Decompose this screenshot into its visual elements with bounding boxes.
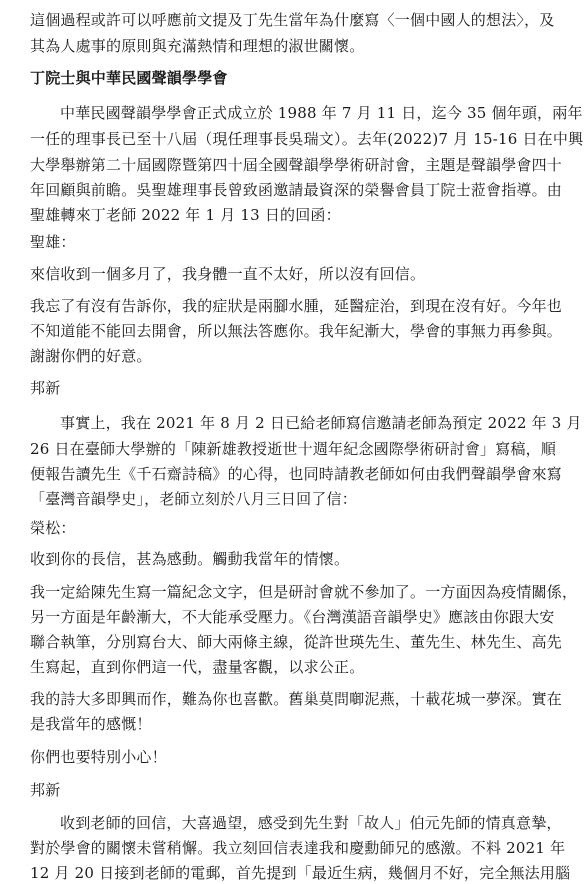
letter2-p3-line-1: 我的詩大多即興而作，難為你也喜歡。舊巢莫問啣泥燕，十載花城一夢深。實在 xyxy=(30,690,563,708)
para3-line-1: 收到老師的回信，大喜過望，感受到先生對「故人」伯元先師的情真意摯， xyxy=(60,814,562,832)
para2-line-1: 事實上，我在 2021 年 8 月 2 日已給老師寫信邀請老師為預定 2022 年 3 月 xyxy=(60,414,582,432)
para3-line-2: 對於學會的關懷未嘗稍懈。我立刻回信表達我和慶勳師兄的感激。不料 2021 年 xyxy=(30,839,566,857)
para1-line-3: 大學舉辦第二十屆國際暨第四十屆全國聲韻學學術研討會，主題是聲韻學會四十 xyxy=(30,156,563,174)
letter2-p2-line-4: 生寫起，直到你們這一代，盡量客觀，以求公正。 xyxy=(30,658,365,676)
letter2-paragraph-1: 收到你的長信，甚為感動。觸動我當年的情懷。 xyxy=(30,550,350,568)
signature-2: 邦新 xyxy=(30,781,61,799)
letter1-p2-line-1: 我忘了有沒有告訴你，我的症狀是兩腳水腫，延醫症治，到現在沒有好。今年也 xyxy=(30,297,563,315)
para2-line-2: 26 日在臺師大學辦的「陳新雄教授逝世十週年紀念國際學術研討會」寫稿，順 xyxy=(30,440,557,458)
intro-line-2: 其為人處事的原則與充滿熱情和理想的淑世關懷。 xyxy=(30,37,365,55)
letter1-p2-line-3: 謝謝你們的好意。 xyxy=(30,347,152,365)
section-heading: 丁院士與中華民國聲韻學學會 xyxy=(30,69,228,87)
intro-line-1: 這個過程或許可以呼應前文提及丁先生當年為什麼寫〈一個中國人的想法〉，及 xyxy=(30,11,555,29)
letter2-p2-line-1: 我一定給陳先生寫一篇紀念文字，但是研討會就不參加了。一方面因為疫情關係， xyxy=(30,583,578,601)
para1-line-2: 一任的理事長已至十八屆（現任理事長吳瑞文）。去年(2022)7 月 15-16 日在中興 xyxy=(30,130,584,148)
salutation-2: 榮松： xyxy=(30,519,76,537)
para1-line-1: 中華民國聲韻學學會正式成立於 1988 年 7 月 11 日，迄今 35 個年頭，兩年 xyxy=(60,104,583,122)
para2-line-3: 便報告讀先生《千石齋詩稿》的心得，也同時請教老師如何由我們聲韻學會來寫 xyxy=(30,465,563,483)
letter2-p2-line-2: 另一方面是年齡漸大，不大能承受壓力。《台灣漢語音韻學史》應該由你跟大安 xyxy=(30,608,555,626)
letter2-p3-line-2: 是我當年的感慨！ xyxy=(30,715,152,733)
letter1-p2-line-2: 不知道能不能回去開會，所以無法答應你。我年紀漸大，學會的事無力再參與。 xyxy=(30,322,563,340)
salutation-1: 聖雄： xyxy=(30,233,76,251)
letter1-paragraph-1: 來信收到一個多月了，我身體一直不太好，所以沒有回信。 xyxy=(30,265,426,283)
letter2-paragraph-4: 你們也要特別小心！ xyxy=(30,748,167,766)
para2-line-4: 「臺灣音韻學史」，老師立刻於八月三日回了信： xyxy=(30,490,357,508)
para1-line-5: 聖雄轉來丁老師 2022 年 1 月 13 日的回函： xyxy=(30,206,341,224)
para1-line-4: 年回顧與前瞻。吳聖雄理事長曾致函邀請最資深的榮譽會員丁院士蒞會指導。由 xyxy=(30,181,563,199)
signature-1: 邦新 xyxy=(30,379,61,397)
para3-line-3: 12 月 20 日接到老師的電郵，首先提到「最近生病，幾個月不好，完全無法用腦 xyxy=(30,864,571,882)
letter2-p2-line-3: 聯合執筆，分別寫台大、師大兩條主線，從許世瑛先生、董先生、林先生、高先 xyxy=(30,633,563,651)
